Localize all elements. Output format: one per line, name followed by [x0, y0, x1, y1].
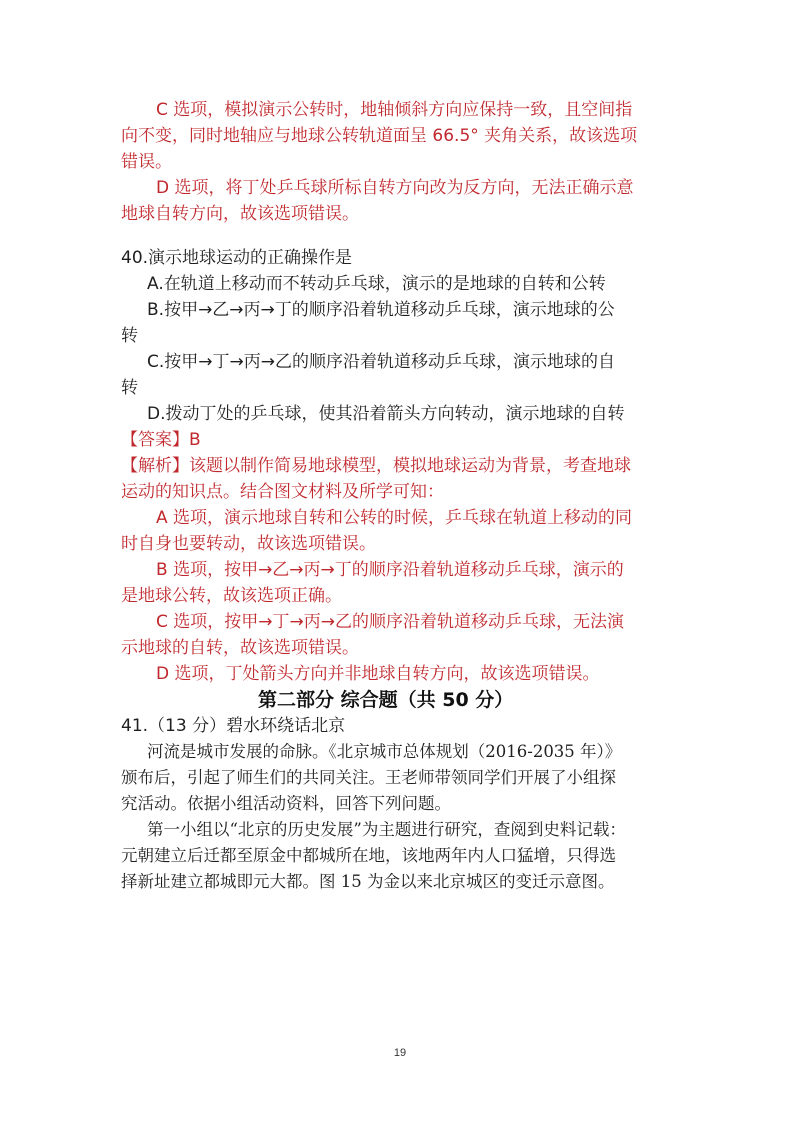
q40-analysis-d-line1: D 选项，丁处箭头方向并非地球自转方向，故该选项错误。	[156, 664, 600, 684]
q40-analysis-a-line1: A 选项，演示地球自转和公转的时候，乒乓球在轨道上移动的同	[156, 508, 633, 528]
analysis-39-d-line2: 地球自转方向，故该选项错误。	[121, 204, 359, 224]
q41-paragraph2-line1: 第一小组以“北京的历史发展”为主题进行研究，查阅到史料记载：	[147, 820, 626, 839]
q40-option-c-line1: C.按甲→丁→丙→乙的顺序沿着轨道移动乒乓球，演示地球的自	[147, 352, 616, 372]
q41-paragraph2-line3: 择新址建立都城即元大都。图 15 为金以来北京城区的变迁示意图。	[121, 872, 615, 891]
q40-option-d: D.拨动丁处的乒乓球，使其沿着箭头方向转动，演示地球的自转	[147, 404, 625, 424]
part2-title: 第二部分 综合题（共 50 分）	[258, 689, 514, 711]
q41-heading: 41.（13 分）碧水环绕话北京	[121, 716, 346, 736]
q40-option-b-line1: B.按甲→乙→丙→丁的顺序沿着轨道移动乒乓球，演示地球的公	[147, 300, 615, 320]
analysis-39-c-line2: 向不变，同时地轴应与地球公转轨道面呈 66.5° 夹角关系，故该选项	[121, 126, 638, 146]
q40-answer: 【答案】B	[121, 430, 201, 450]
q40-option-c-line2: 转	[121, 378, 138, 398]
q41-paragraph2-line2: 元朝建立后迁都至原金中都城所在地，该地两年内人口猛增，只得选	[121, 846, 616, 865]
q40-option-a: A.在轨道上移动而不转动乒乓球，演示的是地球的自转和公转	[147, 274, 606, 294]
q40-analysis-line2: 运动的知识点。结合图文材料及所学可知：	[121, 482, 444, 502]
analysis-39-c-line3: 错误。	[121, 152, 172, 172]
analysis-39-d-line1: D 选项，将丁处乒乓球所标自转方向改为反方向，无法正确示意	[156, 178, 634, 198]
q41-paragraph1-line1: 河流是城市发展的命脉。《北京城市总体规划（2016-2035 年）》	[147, 742, 622, 761]
q40-analysis-c-line2: 示地球的自转，故该选项错误。	[121, 638, 359, 658]
q41-paragraph1-line2: 颁布后，引起了师生们的共同关注。王老师带领同学们开展了小组探	[121, 768, 616, 787]
analysis-39-c-line1: C 选项，模拟演示公转时，地轴倾斜方向应保持一致，且空间指	[156, 100, 633, 120]
q40-analysis-a-line2: 时自身也要转动，故该选项错误。	[121, 534, 376, 554]
q41-paragraph1-line3: 究活动。依据小组活动资料，回答下列问题。	[121, 794, 451, 813]
q40-analysis-line1: 【解析】该题以制作简易地球模型，模拟地球运动为背景，考查地球	[121, 456, 631, 476]
q40-stem: 40.演示地球运动的正确操作是	[121, 248, 353, 268]
page-number: 19	[393, 1047, 407, 1059]
q40-analysis-b-line1: B 选项，按甲→乙→丙→丁的顺序沿着轨道移动乒乓球，演示的	[156, 560, 624, 580]
q40-analysis-b-line2: 是地球公转，故该选项正确。	[121, 586, 342, 606]
q40-option-b-line2: 转	[121, 326, 138, 346]
q40-analysis-c-line1: C 选项，按甲→丁→丙→乙的顺序沿着轨道移动乒乓球，无法演	[156, 612, 625, 632]
